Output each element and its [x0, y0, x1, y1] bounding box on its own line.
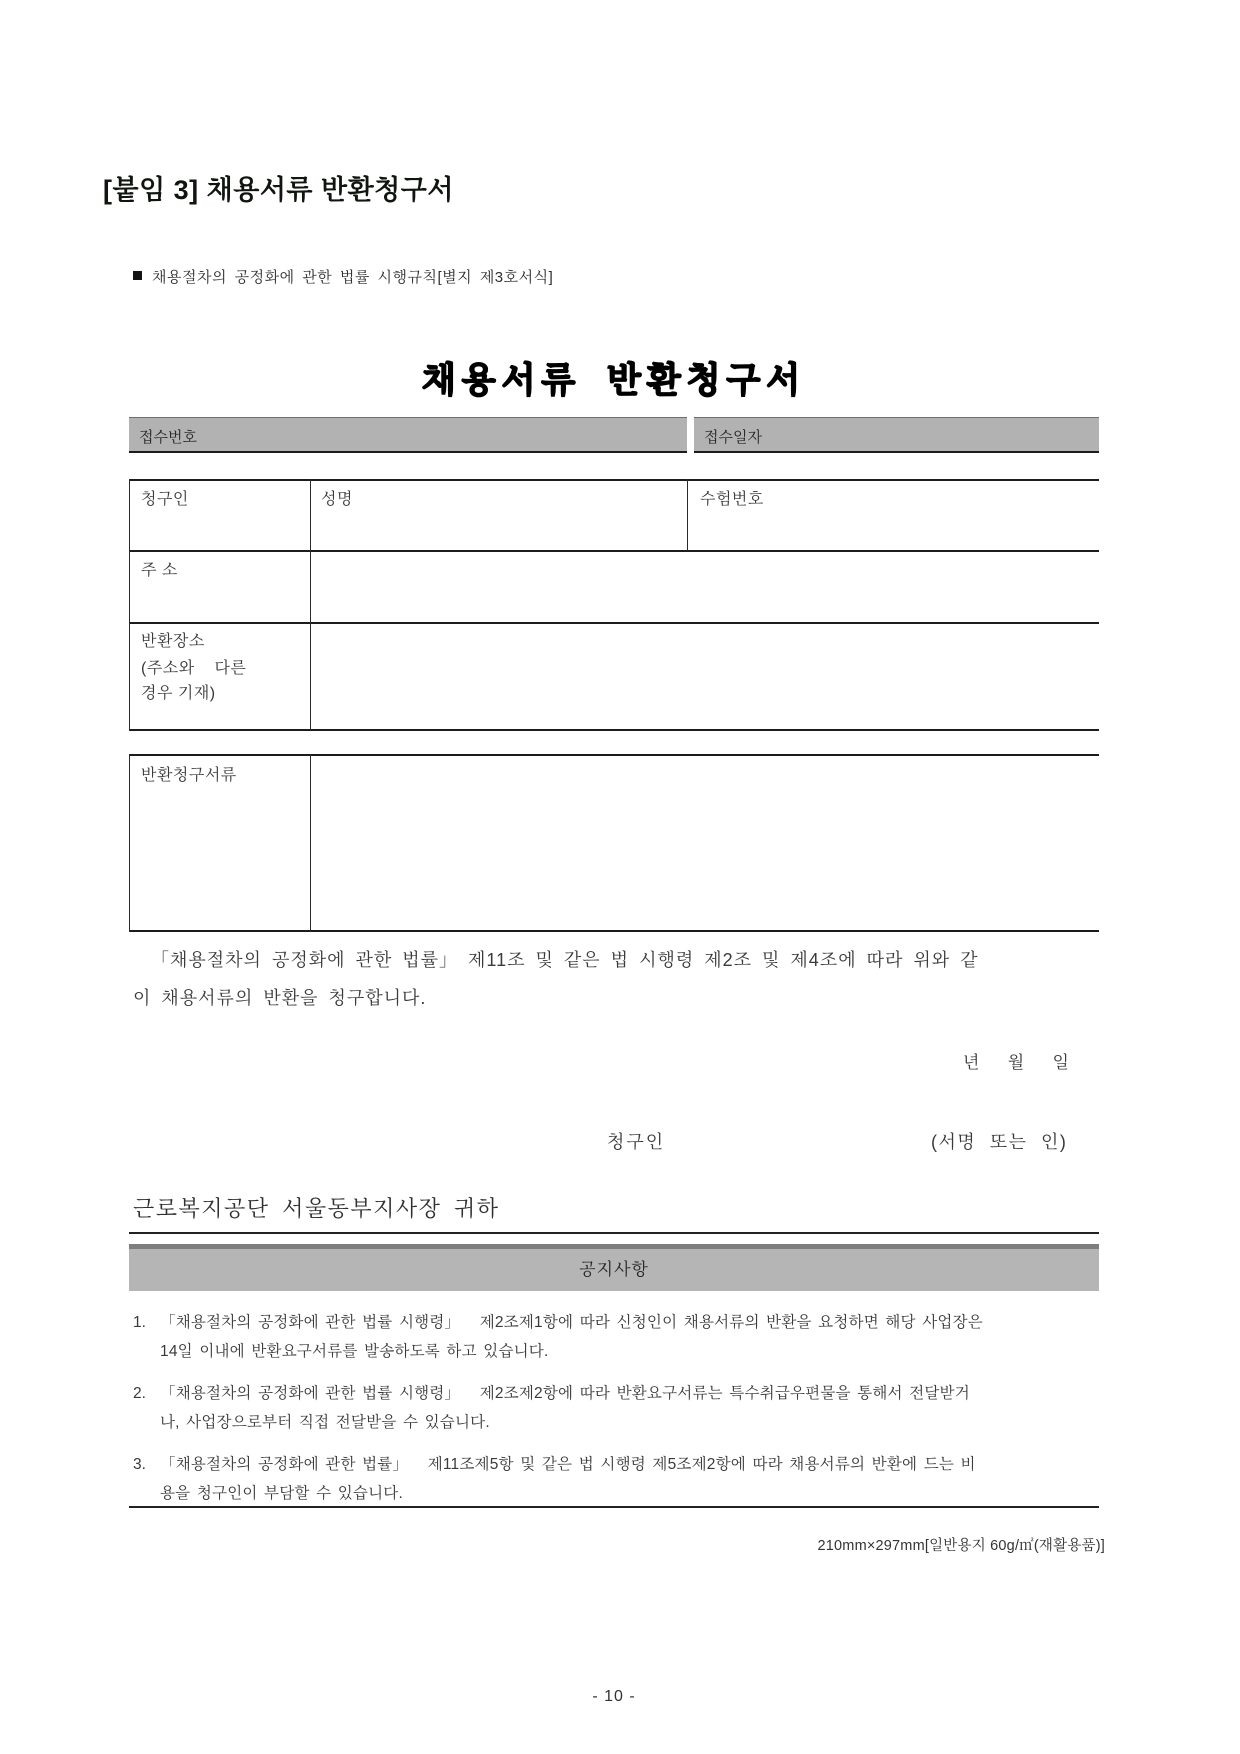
table-border: [129, 622, 1099, 624]
table-border: [129, 930, 1099, 932]
return-place-label-line2: (주소와 다른: [141, 660, 247, 677]
notice-item-text: [160, 1450, 976, 1508]
signature-note: (서명 또는 인): [931, 1132, 1068, 1152]
receipt-number-label: 접수번호: [139, 429, 197, 446]
paper-spec: 210mm×297mm[일반용지 60g/㎡(재활용품)]: [817, 1538, 1105, 1554]
notice-header-label: 공지사항: [579, 1260, 649, 1279]
recipient-line: 근로복지공단 서울동부지사장 귀하: [133, 1196, 500, 1221]
regulation-note-text: 채용절차의 공정화에 관한 법률 시행규칙[별지 제3호서식]: [152, 269, 554, 286]
attachment-title: [붙임 3] 채용서류 반환청구서: [103, 175, 454, 205]
exam-number-label: 수험번호: [700, 491, 764, 508]
notice-item-text: [160, 1308, 983, 1366]
notice-item: [133, 1379, 1111, 1437]
regulation-note: [133, 266, 553, 287]
notice-item-number: 3.: [133, 1456, 146, 1473]
table-border: [129, 479, 1099, 481]
table-border: [687, 479, 688, 550]
table-border: [310, 479, 311, 731]
name-label: 성명: [321, 491, 353, 508]
notice-item-number: 2.: [133, 1385, 146, 1402]
divider-rule: [129, 1232, 1099, 1234]
table-border: [310, 754, 311, 932]
receipt-number-cell: [129, 417, 687, 453]
notice-item-number: 1.: [133, 1314, 146, 1331]
footer-rule: [129, 1506, 1099, 1508]
square-bullet-icon: [133, 271, 142, 280]
notice-header-bar: [129, 1244, 1099, 1291]
notice-item-line: 「채용절차의 공정화에 관한 법률」 제11조제5항 및 같은 법 시행령 제5조제2항에 따라 채용서류의 반환에 드는 비: [160, 1456, 976, 1473]
receipt-date-label: 접수일자: [704, 429, 762, 446]
return-place-label-line3: 경우 기재): [141, 685, 216, 702]
notice-item: [133, 1450, 1111, 1508]
notice-item: [133, 1308, 1111, 1366]
table-border: [129, 550, 1099, 552]
statement-line-1: 「채용절차의 공정화에 관한 법률」 제11조 및 같은 법 시행령 제2조 및 제4조에 따라 위와 같: [151, 950, 979, 970]
notice-item-line: 용을 청구인이 부담할 수 있습니다.: [160, 1485, 403, 1502]
address-label: 주 소: [141, 562, 178, 579]
date-line: 년 월 일: [963, 1053, 1069, 1072]
form-title: 채용서류 반환청구서: [421, 361, 806, 400]
statement-line-2: 이 채용서류의 반환을 청구합니다.: [133, 988, 427, 1008]
page-number: - 10 -: [592, 1688, 636, 1705]
notice-item-line: 「채용절차의 공정화에 관한 법률 시행령」 제2조제1항에 따라 신청인이 채용서류의 반환을 요청하면 해당 사업장은: [160, 1314, 983, 1331]
signer-label: 청구인: [607, 1132, 666, 1152]
table-border: [129, 479, 130, 731]
table-border: [129, 754, 1099, 756]
notice-item-text: [160, 1379, 970, 1437]
notice-item-line: 14일 이내에 반환요구서류를 발송하도록 하고 있습니다.: [160, 1343, 549, 1360]
receipt-date-cell: [694, 417, 1099, 453]
notice-list: [133, 1308, 1111, 1521]
notice-item-line: 나, 사업장으로부터 직접 전달받을 수 있습니다.: [160, 1414, 490, 1431]
return-place-label: 반환장소: [141, 633, 205, 650]
notice-item-line: 「채용절차의 공정화에 관한 법률 시행령」 제2조제2항에 따라 반환요구서류는 특수취급우편물을 통해서 전달받거: [160, 1385, 970, 1402]
table-border: [129, 754, 130, 932]
claimant-label: 청구인: [141, 491, 189, 508]
table-border: [129, 729, 1099, 731]
documents-label: 반환청구서류: [141, 767, 237, 784]
